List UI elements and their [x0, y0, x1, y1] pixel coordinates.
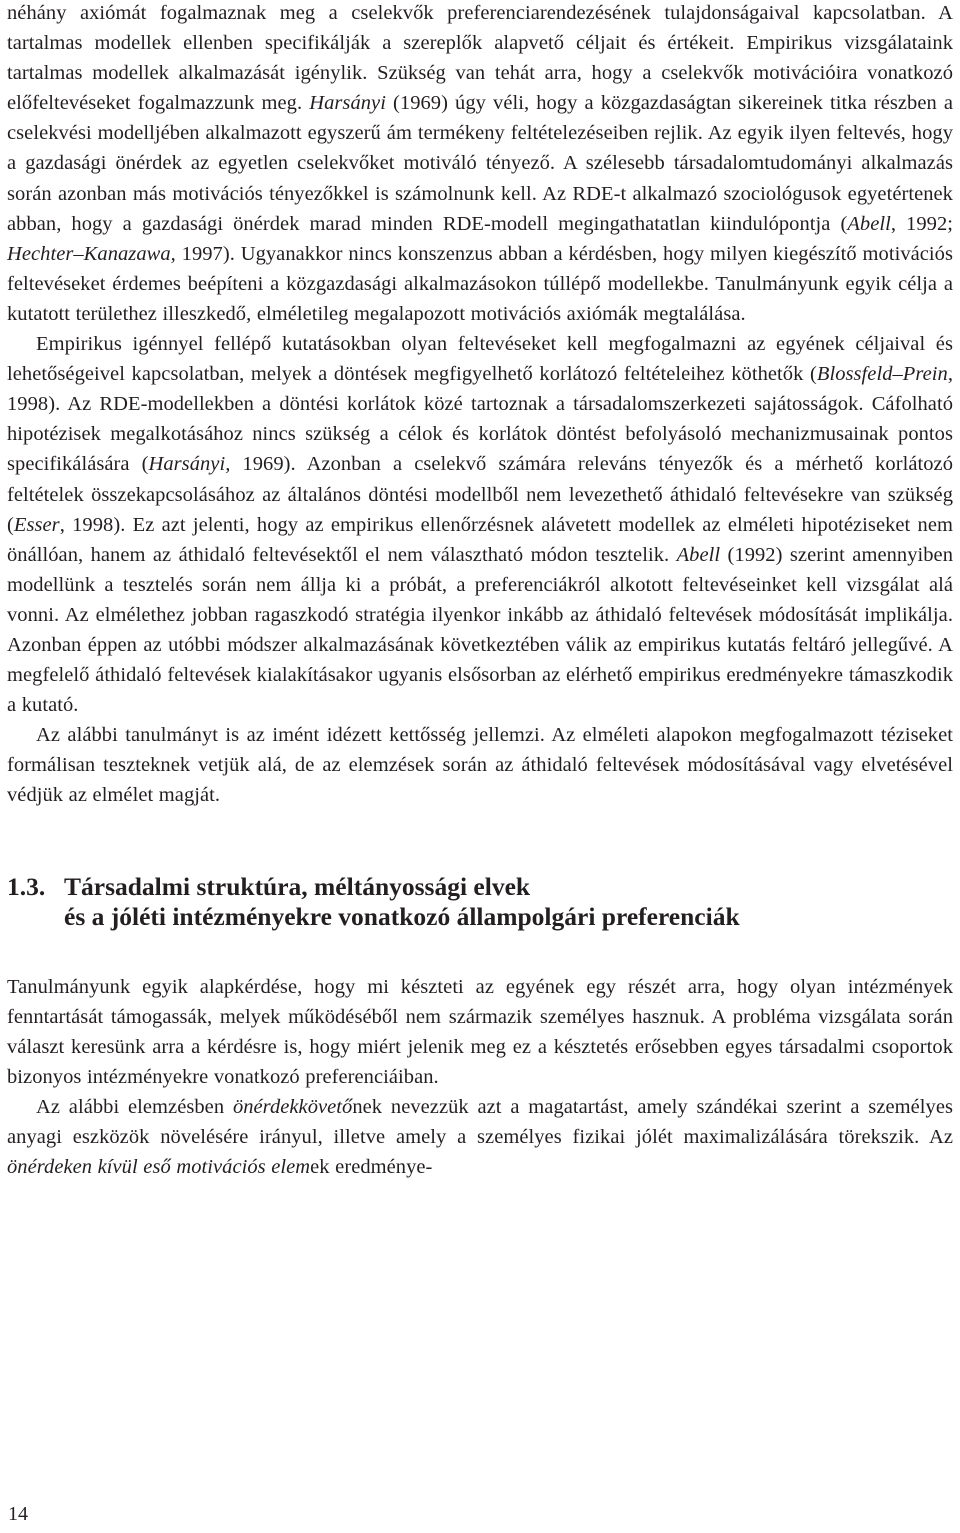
- section-heading: [7, 872, 953, 932]
- citation-abell: Abell: [847, 212, 891, 235]
- section-title-line-2: és a jóléti intézményekre vonatkozó állampolgári preferenciák: [64, 901, 740, 931]
- citation-esser: Esser: [13, 513, 60, 536]
- citation-hechter-kanazawa: Hechter–Kanazawa,: [7, 242, 176, 265]
- citation-harsanyi: Harsányi,: [148, 453, 231, 476]
- citation-harsanyi: Harsányi: [309, 92, 386, 115]
- paragraph-4: Tanulmányunk egyik alapkérdése, hogy mi készteti az egyének egy részét arra, hogy olyan intézmények fenntartását támogassák, melyek működéséből nem származik személyes hasznuk. A probléma vizsgálata során választ keresünk arra a kérdésre is, hogy miért jelenik meg ez a késztetés erősebben egyes társadalmi csoportok bizonyos intézményekre vonatkozó preferenciáiban.: [7, 975, 953, 1088]
- term-onerdekkoveto: önérdekkövető: [232, 1095, 353, 1118]
- section-title: [64, 872, 740, 932]
- term-motivacios-elem: önérdeken kívül eső motivációs elem: [7, 1156, 311, 1179]
- section-number: 1.3.: [7, 871, 46, 901]
- page-number: 14: [8, 1503, 28, 1525]
- paragraph-5: Az alábbi elemzésben önérdekkövetőnek nevezzük azt a magatartást, amely szándékai szerint a személyes anyagi eszközök növelésére irányul, illetve amely a személyes fizikai jólét maximalizálására törekszik. Az önérdeken kívül eső motivációs elemek eredménye-: [7, 1095, 954, 1179]
- citation-blossfeld-prein: Blossfeld–Prein,: [816, 363, 953, 386]
- section-title-line-1: Társadalmi struktúra, méltányossági elvek: [64, 871, 531, 901]
- paragraph-3: Az alábbi tanulmányt is az imént idézett kettősség jellemzi. Az elméleti alapokon megfogalmazott téziseket formálisan teszteknek vetjük alá, de az elemzések során az áthidaló feltevések módosításával vagy elvetésével védjük az elmélet magját.: [7, 724, 953, 807]
- document-page: [7, 0, 953, 1182]
- paragraph-2: Empirikus igénnyel fellépő kutatásokban olyan feltevéseket kell megfogalmazni az egyének céljaival és lehetőségeivel kapcsolatban, melyek a döntések megfigyelhető korlátozó feltételeihez köthetők (Blossfeld–Prein, 1998). Az RDE-modellekben a döntési korlátok közé tartoznak a társadalomszerkezeti sajátosságok. Cáfolható hipotézisek megalkotásához nincs szükség a célok és korlátok döntést befolyásoló mechanizmusainak pontos specifikálására (Harsányi, 1969). Azonban a cselekvő számára releváns tényezők és a mérhető korlátozó feltételek összekapcsolásához az általános döntési modellből nem levezethető áthidaló feltevésekre van szükség (Esser, 1998). Ez azt jelenti, hogy az empirikus ellenőrzésnek alávetett modellek az elméleti hipotéziseket nem önállóan, hanem az áthidaló feltevésektől el nem választható módon tesztelik. Abell (1992) szerint amennyiben modellünk a tesztelés során nem állja ki a próbát, a preferenciákról alkotott feltevéseinket kell vizsgálat alá vonni. Az elmélethez jobban ragaszkodó stratégia ilyenkor inkább az áthidaló feltevések módosítását implikálja. Azonban éppen az utóbbi módszer alkalmazásának következtében válik az empirikus kutatás feltáró jellegűvé. A megfelelő áthidaló feltevések kialakításakor ugyanis elsősorban az elérhető empirikus eredményekre támaszkodik a kutató.: [7, 333, 954, 717]
- paragraph-1: néhány axiómát fogalmaznak meg a cselekvők preferenciarendezésének tulajdonságaival kapcsolatban. A tartalmas modellek ellenben specifikálják a szereplők alapvető céljait és értékeit. Empirikus vizsgálataink tartalmas modellek alkalmazását igénylik. Szükség van tehát arra, hogy a cselekvők motivációira vonatkozó előfeltevéseket fogalmazzunk meg. Harsányi (1969) úgy véli, hogy a közgazdaságtan sikereinek titka részben a cselekvési modelljében alkalmazott egyszerű ám termékeny feltételezéseiben rejlik. Az egyik ilyen feltevés, hogy a gazdasági önérdek az egyetlen cselekvőket motiváló tényező. A szélesebb társadalomtudományi alkalmazás során azonban más motivációs tényezőkkel is számolnunk kell. Az RDE-t alkalmazó szociológusok egyetértenek abban, hogy a gazdasági önérdek marad minden RDE-modell megingathatatlan kiindulópontja (Abell, 1992; Hechter–Kanazawa, 1997). Ugyanakkor nincs konszenzus abban a kérdésben, hogy milyen kiegészítő motivációs feltevéseket érdemes beépíteni a közgazdasági alkalmazásokon túllépő modellekbe. Tanulmányunk egyik célja a kutatott területhez illeszkedő, elméletileg megalapozott motivációs axiómák megtalálása.: [7, 2, 953, 325]
- citation-abell: Abell: [676, 543, 721, 566]
